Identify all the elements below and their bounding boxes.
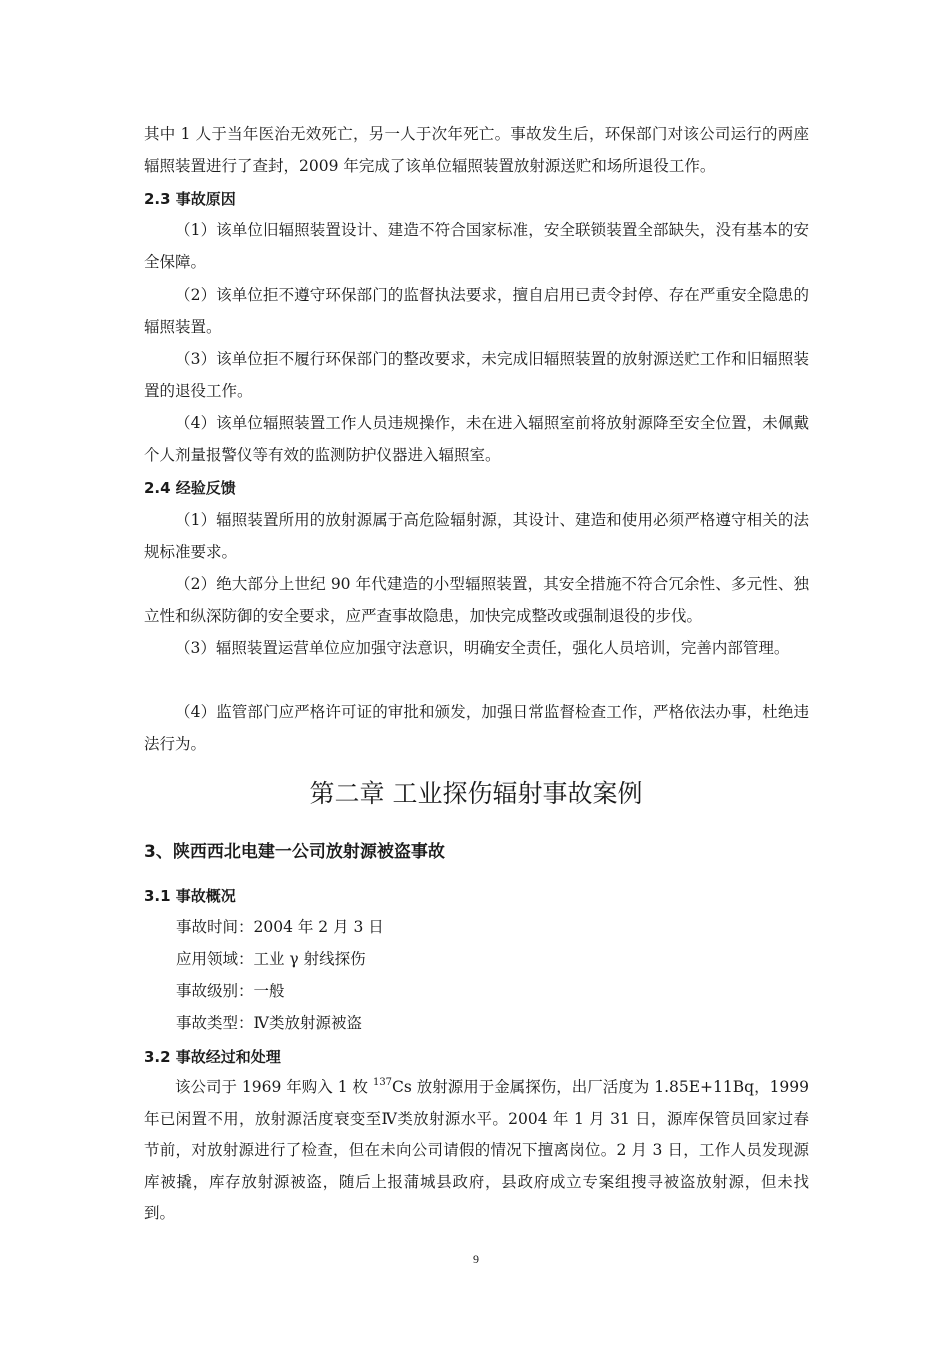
paragraph-3-2-start: 该公司于 1969 年购入 1 枚	[175, 1078, 373, 1096]
section-heading-2-3: 2.3 事故原因	[144, 190, 236, 208]
isotope-mass-number: 137	[372, 1077, 393, 1088]
page-number: 9	[473, 1252, 479, 1266]
intro-paragraph: 其中 1 人于当年医治无效死亡，另一人于次年死亡。事故发生后，环保部门对该公司运行的两座辐照装置进行了查封，2009 年完成了该单位辐照装置放射源送贮和场所退役工作。	[144, 125, 809, 175]
paragraph-2-4-1: （1）辐照装置所用的放射源属于高危险辐射源，其设计、建造和使用必须严格遵守相关的法规标准要求。	[144, 511, 809, 561]
field-accident-type: 事故类型：Ⅳ类放射源被盗	[176, 1014, 362, 1032]
paragraph-2-3-3: （3）该单位拒不履行环保部门的整改要求，未完成旧辐照装置的放射源送贮工作和旧辐照装置的退役工作。	[144, 350, 809, 400]
case-title: 3、陕西西北电建一公司放射源被盗事故	[144, 842, 445, 862]
field-accident-time: 事故时间：2004 年 2 月 3 日	[176, 918, 384, 936]
paragraph-2-4-3: （3）辐照装置运营单位应加强守法意识，明确安全责任，强化人员培训，完善内部管理。	[175, 639, 790, 657]
paragraph-3-2-rest: Cs 放射源用于金属探伤，出厂活度为 1.85E+11Bq，1999 年已闲置不用，放射源活度衰变至Ⅳ类放射源水平。2004 年 1 月 31 日，源库保管员回家过春节前，对放射源进行了检查，但在未向公司请假的情况下擅离岗位。2 月 3 日，工作人员发现源库被撬，库存放射源被盗，随后上报蒲城县政府，县政府成立专案组搜寻被盗放射源，但未找到。	[144, 1078, 810, 1222]
paragraph-3-2	[144, 1072, 809, 1230]
paragraph-2-3-4: （4）该单位辐照装置工作人员违规操作，未在进入辐照室前将放射源降至安全位置，未佩戴个人剂量报警仪等有效的监测防护仪器进入辐照室。	[144, 414, 809, 464]
section-heading-2-4: 2.4 经验反馈	[144, 479, 236, 497]
paragraph-2-3-2: （2）该单位拒不遵守环保部门的监督执法要求，擅自启用已责令封停、存在严重安全隐患的辐照装置。	[144, 286, 809, 336]
section-heading-3-1: 3.1 事故概况	[144, 887, 236, 905]
field-accident-level: 事故级别：一般	[176, 982, 285, 1000]
paragraph-2-4-4: （4）监管部门应严格许可证的审批和颁发，加强日常监督检查工作，严格依法办事，杜绝违法行为。	[144, 703, 809, 753]
paragraph-2-3-1: （1）该单位旧辐照装置设计、建造不符合国家标准，安全联锁装置全部缺失，没有基本的安全保障。	[144, 221, 809, 271]
field-application-area: 应用领域：工业 γ 射线探伤	[176, 950, 366, 968]
chapter-title: 第二章 工业探伤辐射事故案例	[309, 779, 643, 808]
section-heading-3-2: 3.2 事故经过和处理	[144, 1048, 281, 1066]
paragraph-2-4-2: （2）绝大部分上世纪 90 年代建造的小型辐照装置，其安全措施不符合冗余性、多元性、独立性和纵深防御的安全要求，应严查事故隐患，加快完成整改或强制退役的步伐。	[144, 575, 809, 625]
